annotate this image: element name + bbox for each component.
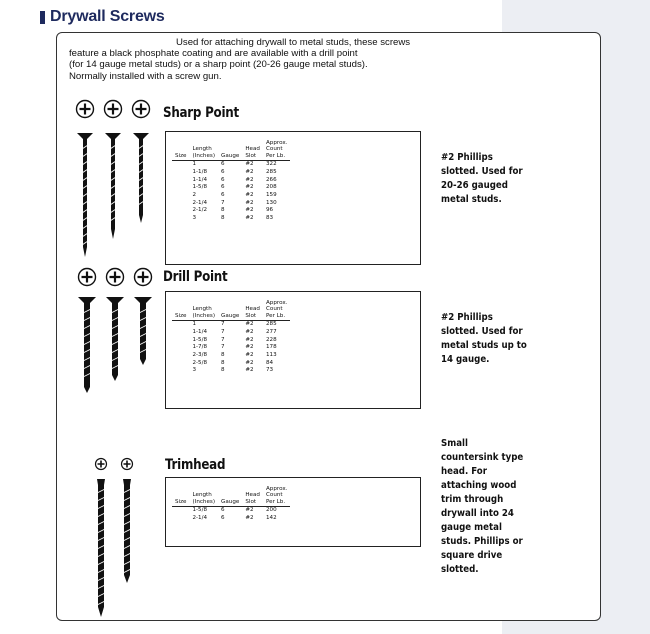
table-cell: #2 — [245, 359, 254, 366]
drywall-screw-icon — [106, 297, 124, 381]
note-line: 20-26 gauged — [441, 180, 508, 191]
note-line: #2 Phillips — [441, 312, 493, 323]
note-line: #2 Phillips — [441, 152, 493, 163]
spec-grid — [172, 486, 290, 523]
table-row — [172, 360, 290, 368]
table-cell: 1-5/8 — [192, 507, 208, 514]
table-cell: 6 — [221, 514, 225, 521]
table-cell: #2 — [245, 176, 254, 183]
table-cell: 2-1/4 — [192, 514, 208, 521]
phillips-head-icon — [133, 101, 150, 118]
size-cell — [172, 184, 189, 192]
table-cell: #2 — [245, 321, 254, 328]
size-cell — [172, 515, 189, 523]
note-line: trim through — [441, 494, 504, 505]
drywall-screw-icon — [78, 297, 96, 393]
table-cell: #2 — [245, 514, 254, 521]
table-cell: 7 — [221, 344, 225, 351]
table-cell: #2 — [245, 207, 254, 214]
size-cell — [172, 352, 189, 360]
table-row — [172, 169, 290, 177]
table-row — [172, 192, 290, 200]
size-cell — [172, 161, 189, 169]
table-cell: 6 — [221, 184, 225, 191]
table-cell: 277 — [265, 328, 277, 335]
table-cell: 113 — [265, 352, 277, 359]
column-header: Head Slot — [242, 486, 263, 507]
table-row — [172, 161, 290, 169]
drywall-screw-icon — [134, 297, 152, 365]
table-cell: 285 — [265, 168, 277, 175]
column-header: Length (Inches) — [189, 300, 218, 321]
note-line: slotted. — [441, 564, 479, 575]
spec-grid — [172, 300, 290, 375]
spec-grid — [172, 140, 290, 223]
table-row — [172, 200, 290, 208]
column-header: Head Slot — [242, 300, 263, 321]
spec-table — [165, 291, 421, 409]
table-cell: #2 — [245, 199, 254, 206]
note-line: countersink type — [441, 452, 524, 463]
section-note — [441, 437, 523, 577]
table-row — [172, 515, 290, 523]
column-header: Gauge — [218, 300, 242, 321]
intro-line: feature a black phosphate coating and are available with a drill point — [69, 48, 358, 60]
table-cell: #2 — [245, 168, 254, 175]
table-row — [172, 140, 290, 161]
table-cell: #2 — [245, 328, 254, 335]
column-header: Gauge — [218, 140, 242, 161]
table-cell: 7 — [221, 336, 225, 343]
table-cell: #2 — [245, 336, 254, 343]
table-cell: 6 — [221, 176, 225, 183]
phillips-head-icon — [135, 269, 152, 286]
table-cell: 1 — [192, 161, 197, 168]
table-cell: 3 — [192, 215, 197, 222]
column-header: Head Slot — [242, 140, 263, 161]
note-line: head. For — [441, 466, 487, 477]
size-cell — [172, 215, 189, 223]
table-cell: #2 — [245, 367, 254, 374]
note-line: gauge metal — [441, 522, 502, 533]
size-cell — [172, 321, 189, 329]
table-cell: 322 — [265, 161, 277, 168]
size-cell — [172, 207, 189, 215]
size-cell — [172, 177, 189, 185]
table-cell: 2 — [192, 192, 197, 199]
column-header: Length (Inches) — [189, 140, 218, 161]
table-cell: 96 — [265, 207, 274, 214]
table-cell: #2 — [245, 184, 254, 191]
table-row — [172, 367, 290, 375]
table-cell: 8 — [221, 367, 225, 374]
table-cell: 2-1/4 — [192, 199, 208, 206]
table-row — [172, 507, 290, 515]
column-header: Size — [172, 486, 189, 507]
note-line: Small — [441, 438, 468, 449]
size-cell — [172, 367, 189, 375]
table-cell: 7 — [221, 199, 225, 206]
table-cell: #2 — [245, 352, 254, 359]
table-cell: 130 — [265, 199, 277, 206]
table-cell: 8 — [221, 359, 225, 366]
note-line: square drive — [441, 550, 503, 561]
table-cell: 1 — [192, 321, 197, 328]
heading-bullet-icon — [40, 11, 45, 24]
size-cell — [172, 507, 189, 515]
size-cell — [172, 337, 189, 345]
table-cell: 1-5/8 — [192, 336, 208, 343]
page-heading — [40, 6, 165, 28]
column-header: Approx. Count Per Lb. — [263, 486, 290, 507]
table-row — [172, 352, 290, 360]
table-cell: 84 — [265, 359, 274, 366]
size-cell — [172, 200, 189, 208]
drywall-screw-icon — [123, 479, 131, 583]
size-cell — [172, 360, 189, 368]
table-cell: 285 — [265, 321, 277, 328]
section-note — [441, 151, 523, 207]
phillips-head-icon — [79, 269, 96, 286]
table-cell: 6 — [221, 161, 225, 168]
drill-point-screws-illustration — [77, 267, 167, 397]
spec-table — [165, 131, 421, 265]
note-line: slotted. Used for — [441, 326, 523, 337]
trimhead-screws-illustration — [93, 457, 153, 617]
table-row — [172, 177, 290, 185]
size-cell — [172, 344, 189, 352]
table-row — [172, 344, 290, 352]
note-line: slotted. Used for — [441, 166, 523, 177]
intro-line: (for 14 gauge metal studs) or a sharp point (20-26 gauge metal studs). — [69, 59, 368, 71]
column-header: Length (Inches) — [189, 486, 218, 507]
page-title: Drywall Screws — [50, 8, 165, 25]
column-header: Size — [172, 140, 189, 161]
drywall-screw-icon — [77, 133, 93, 257]
phillips-head-icon — [77, 101, 94, 118]
table-cell: 1-5/8 — [192, 184, 208, 191]
note-line: drywall into 24 — [441, 508, 514, 519]
table-cell: 2-3/8 — [192, 352, 208, 359]
column-header: Approx. Count Per Lb. — [263, 300, 290, 321]
table-row — [172, 329, 290, 337]
intro-line: Normally installed with a screw gun. — [69, 70, 222, 82]
section-title: Trimhead — [165, 457, 226, 473]
section-note — [441, 311, 527, 367]
table-cell: 200 — [265, 507, 277, 514]
table-row — [172, 300, 290, 321]
table-cell: 2-1/2 — [192, 207, 208, 214]
table-cell: 73 — [265, 367, 274, 374]
table-cell: 208 — [265, 184, 277, 191]
size-cell — [172, 169, 189, 177]
table-cell: 2-5/8 — [192, 359, 208, 366]
table-row — [172, 337, 290, 345]
intro-text — [69, 37, 429, 82]
table-row — [172, 215, 290, 223]
section-title: Sharp Point — [163, 105, 239, 121]
table-cell: 1-7/8 — [192, 344, 208, 351]
sharp-point-screws-illustration — [75, 99, 165, 269]
drywall-screw-icon — [97, 479, 105, 617]
size-cell — [172, 192, 189, 200]
table-cell: 266 — [265, 176, 277, 183]
table-row — [172, 184, 290, 192]
intro-line: Used for attaching drywall to metal studs, these screws — [176, 37, 411, 48]
table-cell: 8 — [221, 352, 225, 359]
table-cell: 7 — [221, 328, 225, 335]
note-line: attaching wood — [441, 480, 517, 491]
size-cell — [172, 329, 189, 337]
table-cell: 6 — [221, 507, 225, 514]
phillips-head-icon — [107, 269, 124, 286]
table-cell: 8 — [221, 215, 225, 222]
table-cell: 1-1/4 — [192, 176, 208, 183]
note-line: 14 gauge. — [441, 354, 490, 365]
note-line: metal studs up to — [441, 340, 527, 351]
section-title: Drill Point — [163, 269, 228, 285]
table-cell: 159 — [265, 192, 277, 199]
table-cell: #2 — [245, 161, 254, 168]
table-cell: 228 — [265, 336, 277, 343]
table-cell: 3 — [192, 367, 197, 374]
drywall-screw-icon — [133, 133, 149, 223]
product-panel — [56, 32, 601, 621]
table-cell: #2 — [245, 192, 254, 199]
table-row — [172, 207, 290, 215]
note-line: studs. Phillips or — [441, 536, 523, 547]
table-cell: 6 — [221, 192, 225, 199]
table-cell: 8 — [221, 207, 225, 214]
spec-table — [165, 477, 421, 547]
note-line: metal studs. — [441, 194, 502, 205]
table-row — [172, 321, 290, 329]
phillips-head-icon — [105, 101, 122, 118]
table-row — [172, 486, 290, 507]
column-header: Size — [172, 300, 189, 321]
table-cell: 178 — [265, 344, 277, 351]
table-cell: #2 — [245, 344, 254, 351]
phillips-head-icon — [96, 459, 107, 470]
table-cell: 142 — [265, 514, 277, 521]
table-cell: 7 — [221, 321, 225, 328]
table-cell: 83 — [265, 215, 274, 222]
table-cell: 1-1/8 — [192, 168, 208, 175]
column-header: Gauge — [218, 486, 242, 507]
table-cell: #2 — [245, 215, 254, 222]
table-cell: #2 — [245, 507, 254, 514]
table-cell: 6 — [221, 168, 225, 175]
table-cell: 1-1/4 — [192, 328, 208, 335]
phillips-head-icon — [122, 459, 133, 470]
column-header: Approx. Count Per Lb. — [263, 140, 290, 161]
drywall-screw-icon — [105, 133, 121, 239]
